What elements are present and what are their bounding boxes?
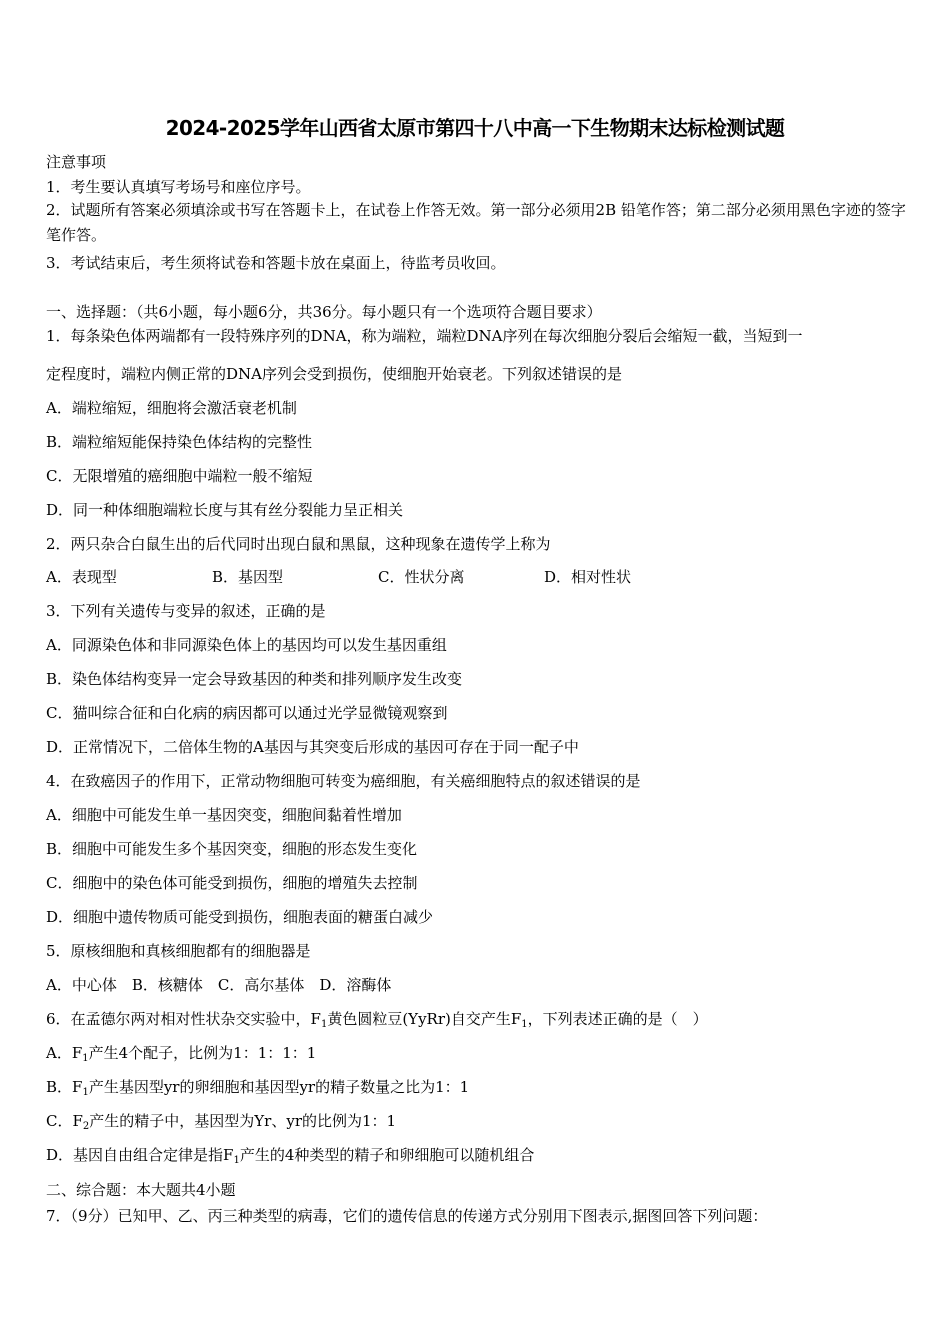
q4-option-c: C．细胞中的染色体可能受到损伤，细胞的增殖失去控制 bbox=[46, 874, 418, 892]
q4-option-b: B．细胞中可能发生多个基因突变，细胞的形态发生变化 bbox=[46, 840, 418, 858]
q1-option-d: D．同一种体细胞端粒长度与其有丝分裂能力呈正相关 bbox=[46, 501, 404, 519]
q6-stem-sub2: 1 bbox=[521, 1019, 528, 1030]
page-title: 2024-2025学年山西省太原市第四十八中高一下生物期末达标检测试题 bbox=[165, 116, 785, 140]
q6-option-d-part1: D．基因自由组合定律是指F bbox=[46, 1146, 234, 1164]
q6-option-c-part2: 产生的精子中，基因型为Yr、yr的比例为1：1 bbox=[89, 1112, 397, 1130]
q2-option-d: D．相对性状 bbox=[544, 568, 632, 586]
q6-option-c-part1: C．F bbox=[46, 1112, 83, 1130]
q6-option-a bbox=[46, 1043, 316, 1069]
q2-option-b: B．基因型 bbox=[212, 568, 284, 586]
q5-options: A．中心体 B．核糖体 C．高尔基体 D．溶酶体 bbox=[46, 976, 392, 994]
q6-option-d-part2: 产生的4种类型的精子和卵细胞可以随机组合 bbox=[239, 1146, 535, 1164]
q6-stem-sub1: 1 bbox=[320, 1019, 328, 1030]
q6-stem-part1: 6．在孟德尔两对相对性状杂交实验中，F bbox=[46, 1010, 321, 1028]
q6-option-b-sub: 1 bbox=[82, 1087, 89, 1098]
q4-stem: 4．在致癌因子的作用下，正常动物细胞可转变为癌细胞，有关癌细胞特点的叙述错误的是 bbox=[46, 772, 641, 790]
q1-option-c: C．无限增殖的癌细胞中端粒一般不缩短 bbox=[46, 467, 313, 485]
q4-option-a: A．细胞中可能发生单一基因突变，细胞间黏着性增加 bbox=[46, 806, 402, 824]
q2-options bbox=[46, 567, 631, 587]
q1-option-a: A．端粒缩短，细胞将会激活衰老机制 bbox=[46, 399, 297, 417]
notice-heading: 注意事项 bbox=[46, 153, 107, 171]
q2-stem: 2．两只杂合白鼠生出的后代同时出现白鼠和黑鼠，这种现象在遗传学上称为 bbox=[46, 535, 551, 553]
q6-option-c bbox=[46, 1111, 396, 1137]
q6-option-a-part2: 产生4个配子，比例为1：1：1：1 bbox=[88, 1044, 317, 1062]
q1-option-b: B．端粒缩短能保持染色体结构的完整性 bbox=[46, 433, 313, 451]
q3-option-b: B．染色体结构变异一定会导致基因的种类和排列顺序发生改变 bbox=[46, 670, 463, 688]
q6-option-c-sub: 2 bbox=[82, 1121, 90, 1132]
q3-option-c: C．猫叫综合征和白化病的病因都可以通过光学显微镜观察到 bbox=[46, 704, 448, 722]
q3-stem: 3．下列有关遗传与变异的叙述，正确的是 bbox=[46, 602, 326, 620]
q3-option-a: A．同源染色体和非同源染色体上的基因均可以发生基因重组 bbox=[46, 636, 447, 654]
q2-option-c: C．性状分离 bbox=[378, 568, 465, 586]
notice-item-1: 1．考生要认真填写考场号和座位序号。 bbox=[46, 178, 311, 196]
q6-option-d-sub: 1 bbox=[233, 1155, 240, 1166]
q6-stem-part3: ，下列表述正确的是（ ） bbox=[527, 1010, 708, 1028]
q6-stem-part2: 黄色圆粒豆(YyRr)自交产生F bbox=[327, 1010, 522, 1028]
q6-stem bbox=[46, 1009, 708, 1035]
q6-option-b-part2: 产生基因型yr的卵细胞和基因型yr的精子数量之比为1：1 bbox=[88, 1078, 470, 1096]
q5-stem: 5．原核细胞和真核细胞都有的细胞器是 bbox=[46, 942, 311, 960]
notice-item-2: 2．试题所有答案必须填涂或书写在答题卡上，在试卷上作答无效。第一部分必须用2B 铅笔作答；第二部分必须用黑色字迹的签字笔作答。 bbox=[46, 201, 906, 244]
section2-heading: 二、综合题：本大题共4小题 bbox=[46, 1181, 236, 1199]
q4-option-d: D．细胞中遗传物质可能受到损伤，细胞表面的糖蛋白减少 bbox=[46, 908, 434, 926]
q2-option-a: A．表现型 bbox=[46, 568, 117, 586]
q6-option-b bbox=[46, 1077, 469, 1103]
q3-option-d: D．正常情况下，二倍体生物的A基因与其突变后形成的基因可存在于同一配子中 bbox=[46, 738, 579, 756]
q6-option-d bbox=[46, 1145, 534, 1171]
q1-stem-line1: 1．每条染色体两端都有一段特殊序列的DNA，称为端粒，端粒DNA序列在每次细胞分裂后会缩短一截，当短到一 bbox=[46, 327, 803, 345]
q6-option-a-part1: A．F bbox=[46, 1044, 83, 1062]
q1-stem-line2: 定程度时，端粒内侧正常的DNA序列会受到损伤，使细胞开始衰老。下列叙述错误的是 bbox=[46, 365, 622, 383]
q6-option-b-part1: B．F bbox=[46, 1078, 83, 1096]
notice-item-3: 3．考试结束后，考生须将试卷和答题卡放在桌面上，待监考员收回。 bbox=[46, 254, 506, 272]
q7-stem: 7．（9分）已知甲、乙、丙三种类型的病毒，它们的遗传信息的传递方式分别用下图表示,据图回答下列问题： bbox=[46, 1207, 768, 1225]
section1-heading: 一、选择题：（共6小题，每小题6分，共36分。每小题只有一个选项符合题目要求） bbox=[46, 303, 602, 321]
q6-option-a-sub: 1 bbox=[82, 1053, 89, 1064]
